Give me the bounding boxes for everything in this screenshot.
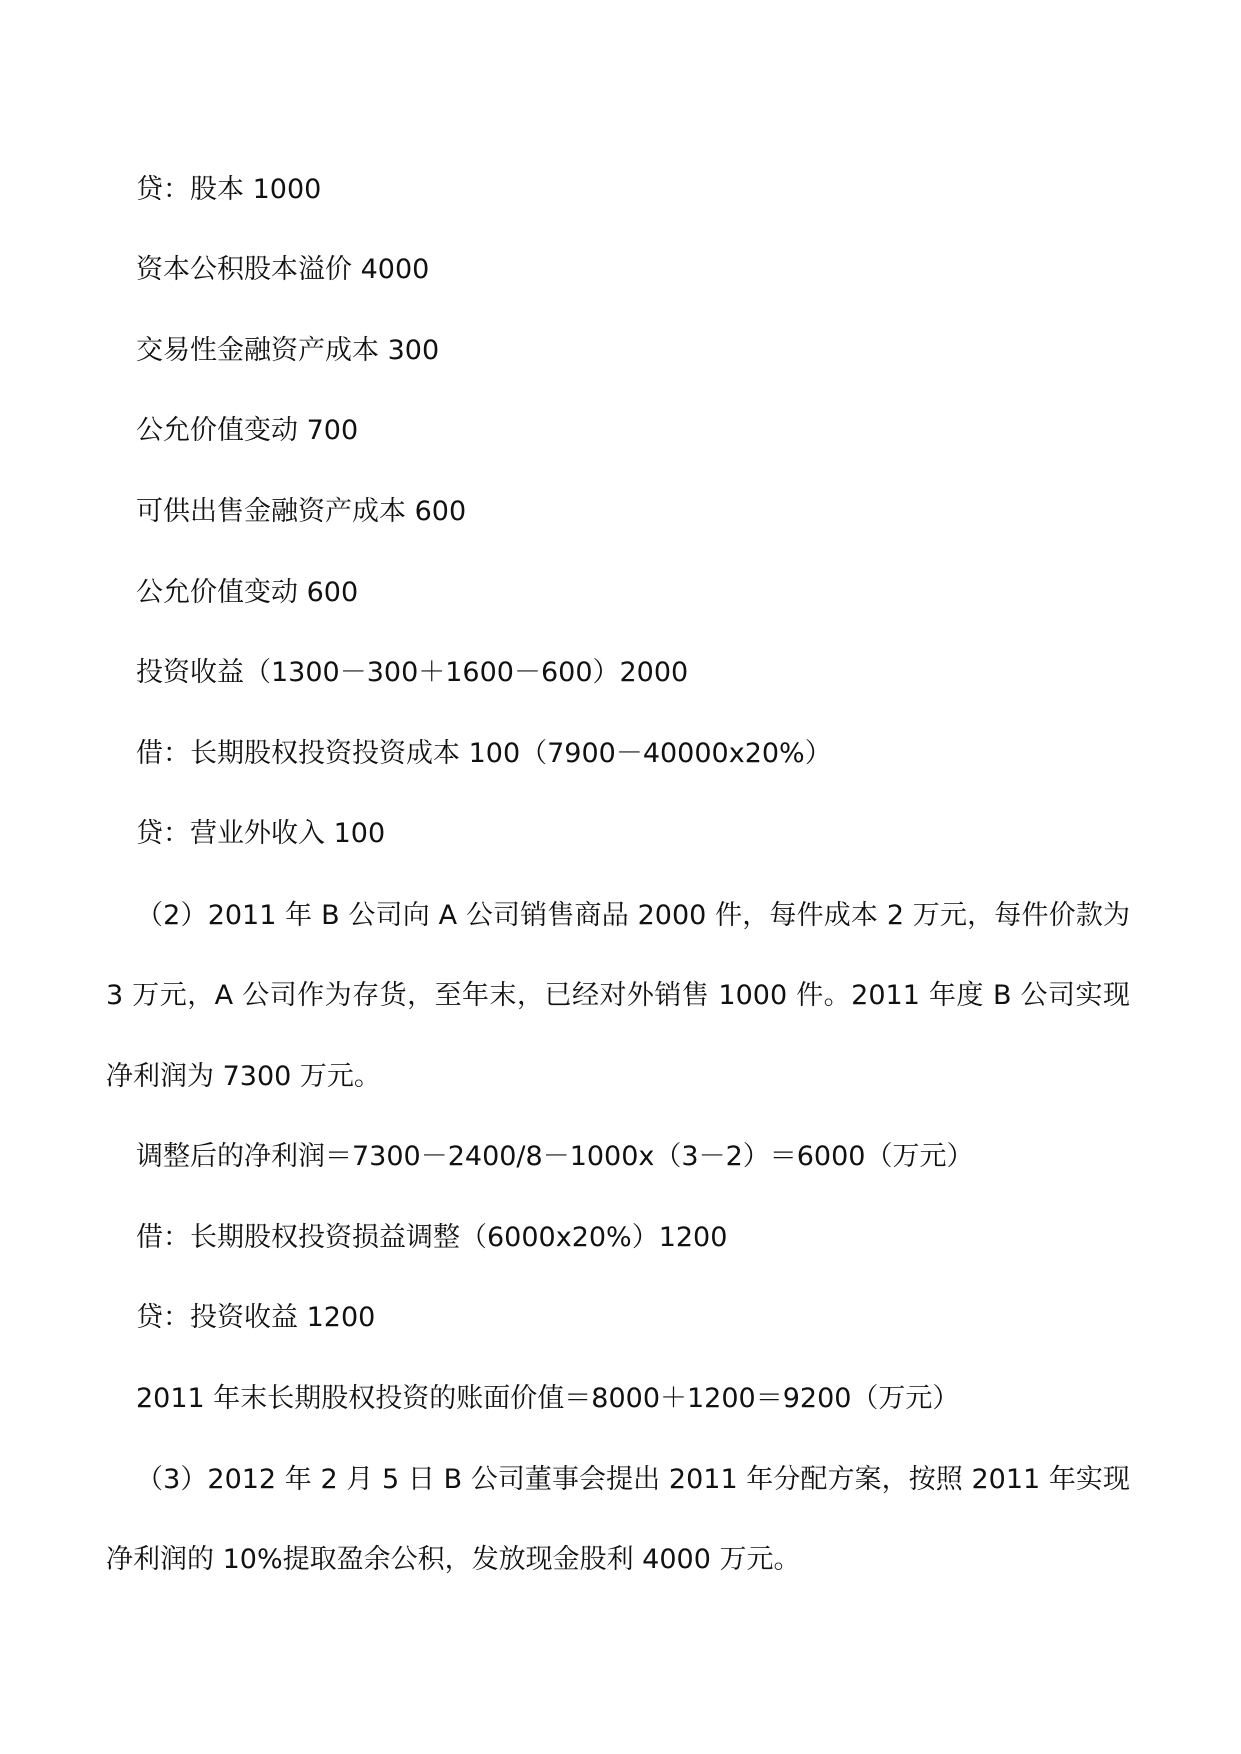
text-line: 2011 年末长期股权投资的账面价值＝8000＋1200＝9200（万元）: [136, 1383, 960, 1414]
text-line: 公允价值变动 600: [136, 577, 359, 608]
paragraph-line: （2）2011 年 B 公司向 A 公司销售商品 2000 件，每件成本 2 万元，每件价款为: [136, 900, 1130, 931]
text-line: 借：长期股权投资损益调整（6000x20%）1200: [136, 1222, 728, 1253]
text-line: 调整后的净利润＝7300－2400/8－1000x（3－2）＝6000（万元）: [136, 1141, 974, 1172]
paragraph-line: 净利润为 7300 万元。: [106, 1061, 381, 1092]
text-line: 贷：营业外收入 100: [136, 818, 386, 849]
paragraph-line: 3 万元，A 公司作为存货，至年末，已经对外销售 1000 件。2011 年度 B 公司实现: [106, 980, 1130, 1011]
text-line: 贷：投资收益 1200: [136, 1302, 376, 1333]
text-line: 投资收益（1300－300＋1600－600）2000: [136, 657, 689, 688]
text-line: 可供出售金融资产成本 600: [136, 496, 467, 527]
paragraph-line: （3）2012 年 2 月 5 日 B 公司董事会提出 2011 年分配方案，按照 2011 年实现: [136, 1464, 1130, 1495]
text-line: 交易性金融资产成本 300: [136, 335, 440, 366]
text-line: 借：长期股权投资投资成本 100（7900－40000x20%）: [136, 738, 832, 769]
text-line: 公允价值变动 700: [136, 415, 359, 446]
text-line: 贷：股本 1000: [136, 174, 322, 205]
paragraph-line: 净利润的 10%提取盈余公积，发放现金股利 4000 万元。: [106, 1544, 801, 1575]
text-line: 资本公积股本溢价 4000: [136, 254, 430, 285]
